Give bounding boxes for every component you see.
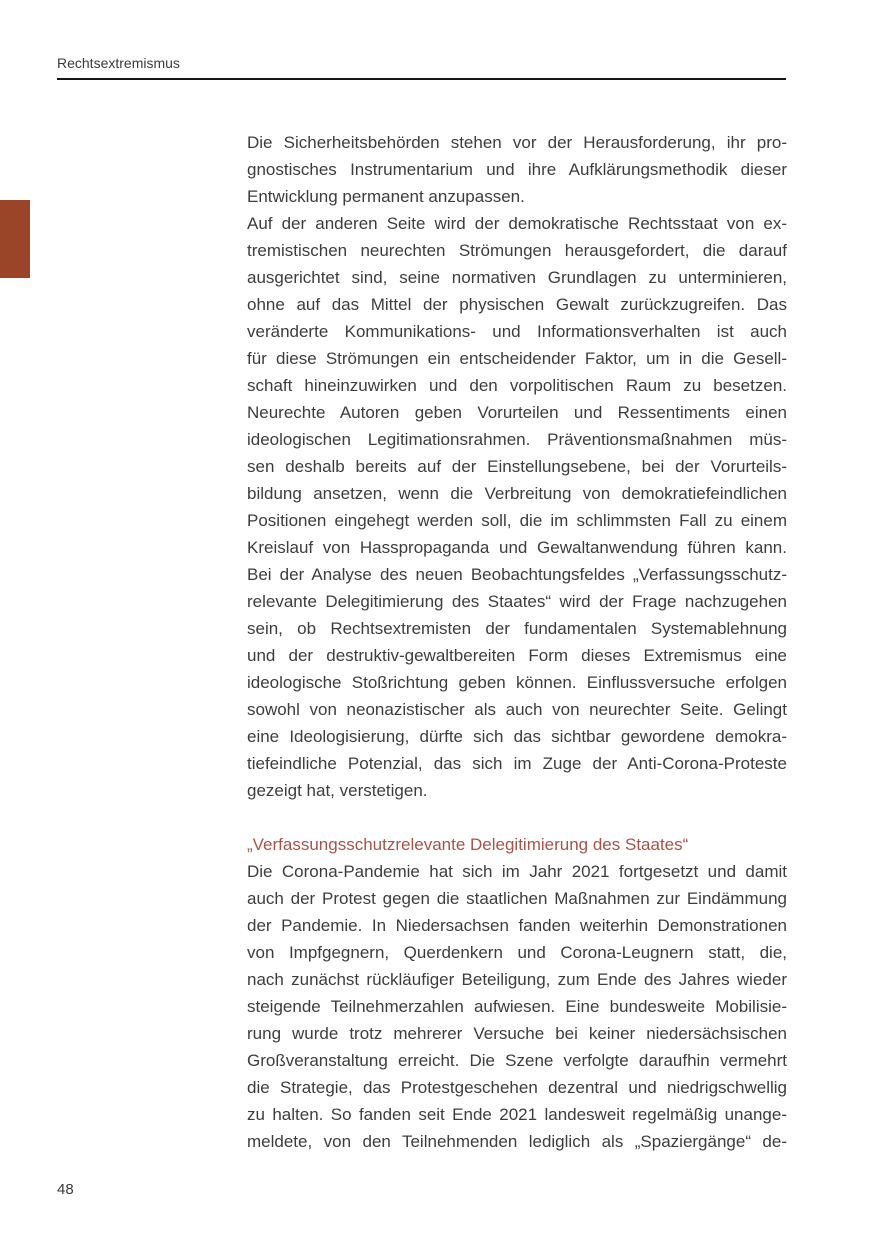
body-text-line: Die Sicherheitsbehörden stehen vor der Herausforderung, ihr pro-: [247, 133, 787, 152]
body-text-line: die Strategie, das Protestgeschehen dezentral und niedrigschwellig: [247, 1078, 787, 1097]
body-text-line: Großveranstaltung erreicht. Die Szene verfolgte daraufhin vermehrt: [247, 1051, 787, 1070]
body-text-line: relevante Delegitimierung des Staates“ wird der Frage nachzugehen: [247, 592, 787, 611]
body-text-line: auch der Protest gegen die staatlichen Maßnahmen zur Eindämmung: [247, 889, 787, 908]
body-text-line: steigende Teilnehmerzahlen aufwiesen. Eine bundesweite Mobilisie-: [247, 997, 787, 1016]
body-text-line: der Pandemie. In Niedersachsen fanden weiterhin Demonstrationen: [247, 916, 787, 935]
body-text-line: sein, ob Rechtsextremisten der fundamentalen Systemablehnung: [247, 619, 787, 638]
body-text-line: ohne auf das Mittel der physischen Gewalt zurückzugreifen. Das: [247, 295, 787, 314]
body-text-line: veränderte Kommunikations- und Informationsverhalten ist auch: [247, 322, 787, 341]
page-number: 48: [57, 1181, 74, 1198]
body-text-line: tremistischen neurechten Strömungen herausgefordert, die darauf: [247, 241, 787, 260]
running-header: Rechtsextremismus: [57, 55, 180, 71]
body-text-line: ideologische Stoßrichtung geben können. Einflussversuche erfolgen: [247, 673, 787, 692]
body-text-line: für diese Strömungen ein entscheidender Faktor, um in die Gesell-: [247, 349, 787, 368]
body-text-line: Neurechte Autoren geben Vorurteilen und Ressentiments einen: [247, 403, 787, 422]
body-text-line: tiefeindliche Potenzial, das sich im Zuge der Anti-Corona-Proteste: [247, 754, 787, 773]
body-text-line: zu halten. So fanden seit Ende 2021 landesweit regelmäßig unange-: [247, 1105, 787, 1124]
body-text-line: von Impfgegnern, Querdenkern und Corona-Leugnern statt, die,: [247, 943, 787, 962]
body-text-line: sowohl von neonazistischer als auch von neurechter Seite. Gelingt: [247, 700, 787, 719]
body-text-line: meldete, von den Teilnehmenden lediglich als „Spaziergänge“ de-: [247, 1132, 787, 1151]
body-text-line: nach zunächst rückläufiger Beteiligung, zum Ende des Jahres wieder: [247, 970, 787, 989]
section-heading: „Verfassungsschutzrelevante Delegitimierung des Staates“: [247, 835, 689, 854]
body-text-line: eine Ideologisierung, dürfte sich das sichtbar gewordene demokra-: [247, 727, 787, 746]
body-text-line: ausgerichtet sind, seine normativen Grundlagen zu unterminieren,: [247, 268, 787, 287]
body-text-line: gnostisches Instrumentarium und ihre Aufklärungsmethodik dieser: [247, 160, 787, 179]
body-text-line: schaft hineinzuwirken und den vorpolitischen Raum zu besetzen.: [247, 376, 787, 395]
body-text-line: Kreislauf von Hasspropaganda und Gewaltanwendung führen kann.: [247, 538, 787, 557]
body-text-line: Die Corona-Pandemie hat sich im Jahr 2021 fortgesetzt und damit: [247, 862, 787, 881]
body-text-line: bildung ansetzen, wenn die Verbreitung von demokratiefeindlichen: [247, 484, 787, 503]
body-column: [247, 129, 787, 1155]
body-text-line: gezeigt hat, verstetigen.: [247, 781, 428, 800]
body-text-line: rung wurde trotz mehrerer Versuche bei keiner niedersächsischen: [247, 1024, 787, 1043]
body-text-line: Entwicklung permanent anzupassen.: [247, 187, 525, 206]
body-text-line: ideologischen Legitimationsrahmen. Präventionsmaßnahmen müs-: [247, 430, 787, 449]
body-text-line: Bei der Analyse des neuen Beobachtungsfeldes „Verfassungsschutz-: [247, 565, 787, 584]
body-text-line: Positionen eingehegt werden soll, die im schlimmsten Fall zu einem: [247, 511, 787, 530]
header-rule: [57, 78, 786, 80]
body-text-line: sen deshalb bereits auf der Einstellungsebene, bei der Vorurteils-: [247, 457, 787, 476]
body-text-line: Auf der anderen Seite wird der demokratische Rechtsstaat von ex-: [247, 214, 787, 233]
body-text-line: und der destruktiv-gewaltbereiten Form dieses Extremismus eine: [247, 646, 787, 665]
chapter-side-tab: [0, 200, 30, 278]
